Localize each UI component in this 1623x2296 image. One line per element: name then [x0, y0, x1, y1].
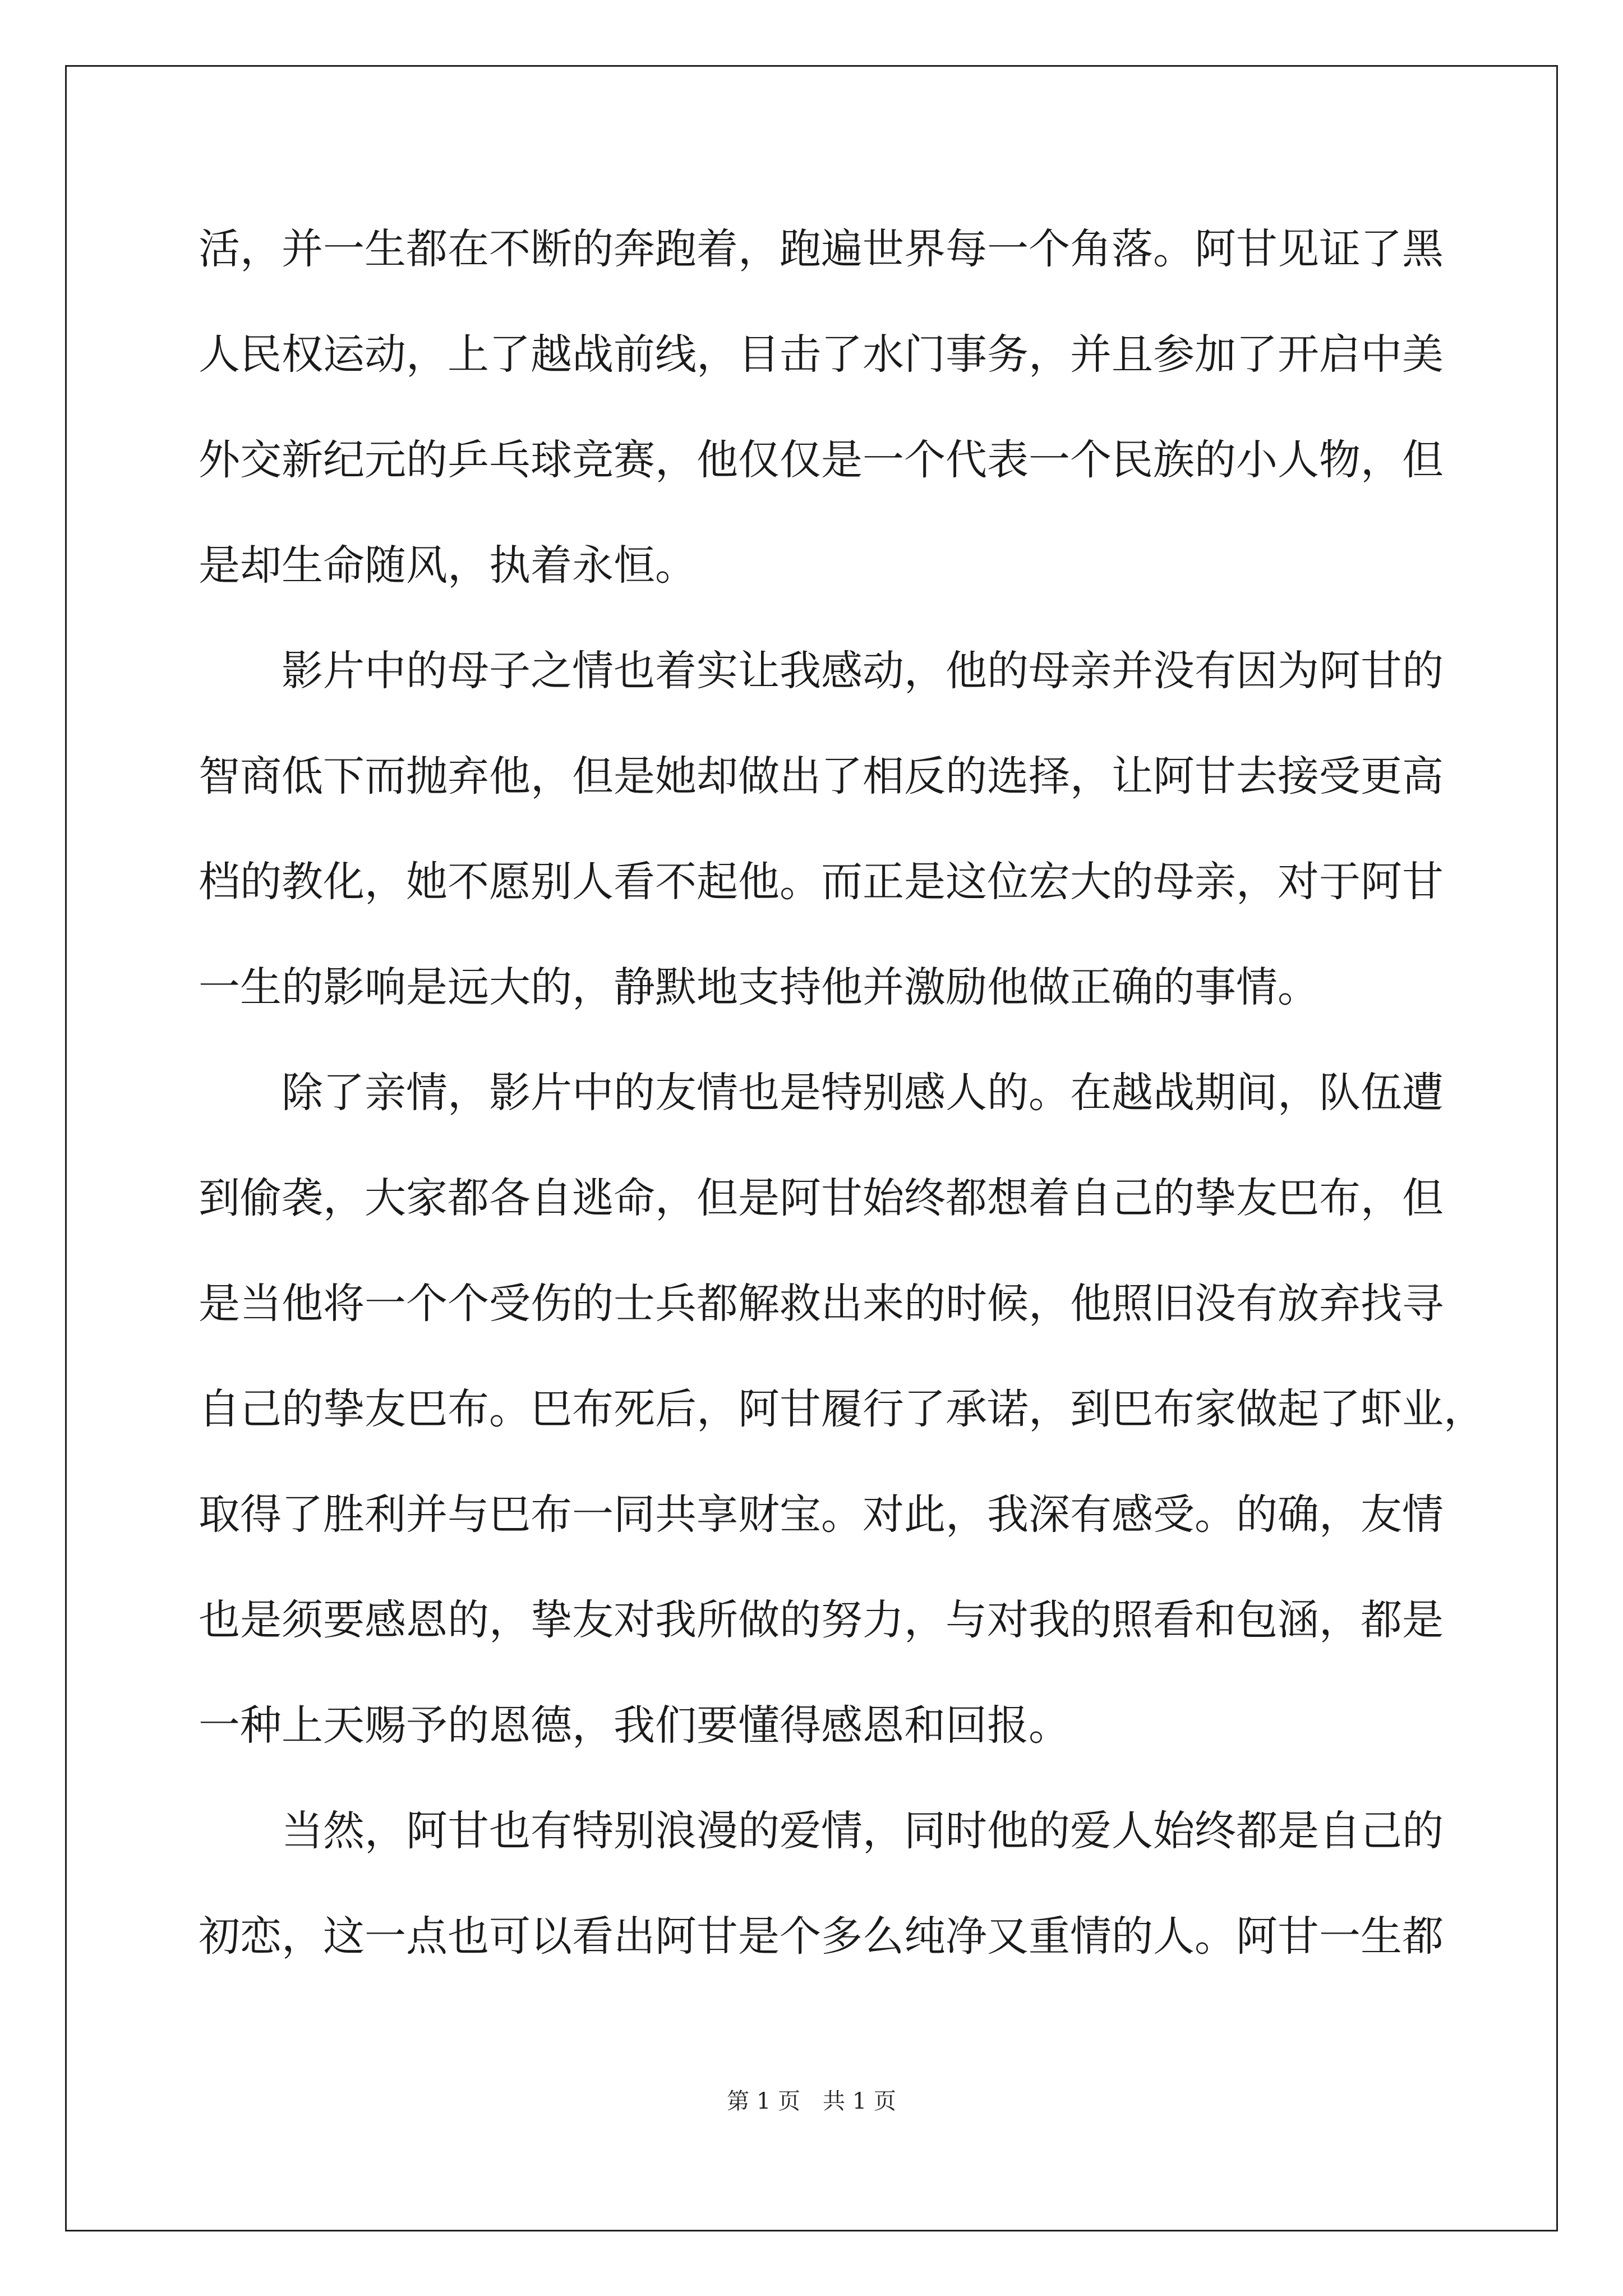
- document-body: [199, 196, 1485, 1989]
- text-line: 档的教化，她不愿别人看不起他。而正是这位宏大的母亲，对于阿甘: [199, 858, 1444, 906]
- text-line: 智商低下而抛弃他，但是她却做出了相反的选择，让阿甘去接受更高: [199, 752, 1444, 800]
- page-number-footer: 第 1 页 共 1 页: [727, 2088, 896, 2114]
- text-line: 一种上天赐予的恩德，我们要懂得感恩和回报。: [199, 1701, 1070, 1750]
- text-line: 活，并一生都在不断的奔跑着，跑遍世界每一个角落。阿甘见证了黑: [199, 225, 1444, 273]
- text-line: 除了亲情，影片中的友情也是特别感人的。在越战期间，队伍遭: [199, 1069, 1444, 1117]
- text-line: 外交新纪元的乒乓球竞赛，他仅仅是一个代表一个民族的小人物，但: [199, 436, 1444, 484]
- text-line: 也是须要感恩的，挚友对我所做的努力，与对我的照看和包涵，都是: [199, 1596, 1444, 1644]
- text-line: 初恋，这一点也可以看出阿甘是个多么纯净又重情的人。阿甘一生都: [199, 1912, 1444, 1961]
- text-line: 影片中的母子之情也着实让我感动，他的母亲并没有因为阿甘的: [199, 647, 1444, 695]
- text-line: 自己的挚友巴布。巴布死后，阿甘履行了承诺，到巴布家做起了虾业，: [199, 1385, 1485, 1433]
- text-line: 人民权运动，上了越战前线，目击了水门事务，并且参加了开启中美: [199, 330, 1444, 379]
- text-line: 取得了胜利并与巴布一同共享财宝。对此，我深有感受。的确，友情: [199, 1490, 1444, 1539]
- text-line: 到偷袭，大家都各自逃命，但是阿甘始终都想着自己的挚友巴布，但: [199, 1174, 1444, 1222]
- text-line: 是当他将一个个受伤的士兵都解救出来的时候，他照旧没有放弃找寻: [199, 1280, 1444, 1328]
- text-line: 当然，阿甘也有特别浪漫的爱情，同时他的爱人始终都是自己的: [199, 1807, 1444, 1855]
- text-line: 是却生命随风，执着永恒。: [199, 541, 697, 590]
- text-line: 一生的影响是远大的，静默地支持他并激励他做正确的事情。: [199, 963, 1319, 1011]
